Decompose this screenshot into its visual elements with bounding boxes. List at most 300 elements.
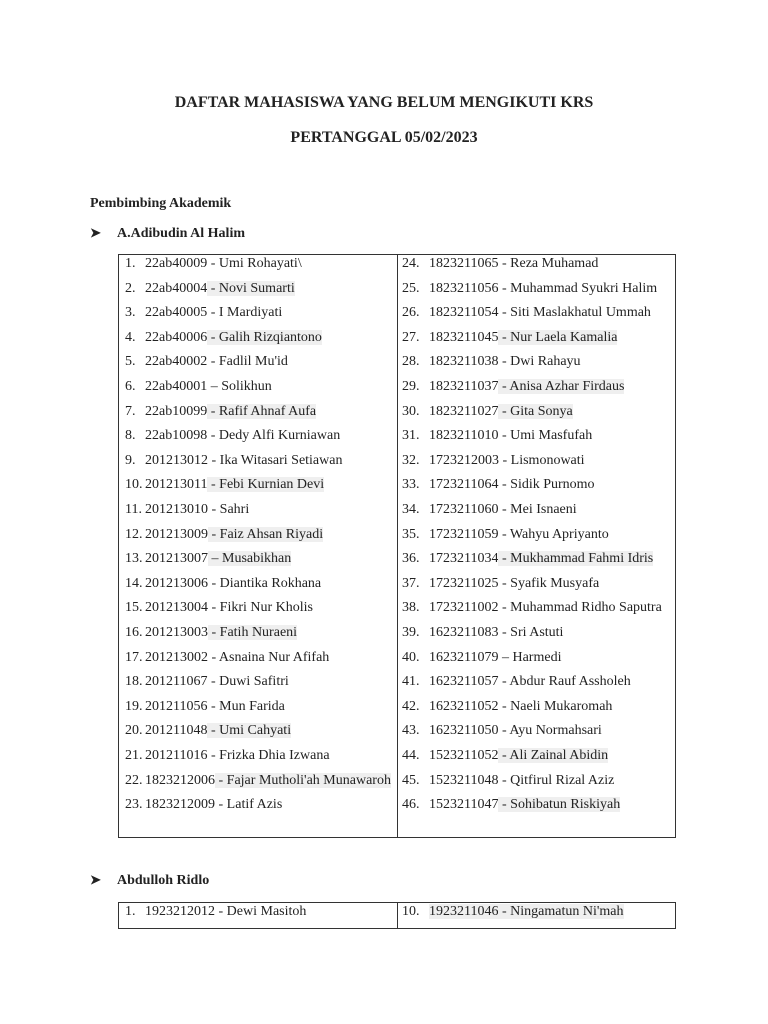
student-entry	[429, 253, 598, 275]
student-id: 22ab10099	[145, 403, 208, 419]
separator: -	[208, 452, 220, 468]
student-id: 201213006	[145, 575, 208, 591]
list-number: 6.	[125, 379, 136, 394]
separator: -	[207, 403, 219, 419]
separator: -	[498, 379, 510, 394]
student-name: Fajar Mutholi'ah Munawaroh	[226, 772, 391, 788]
separator: -	[207, 723, 220, 739]
student-name-group	[207, 379, 272, 394]
student-id: 1623211079	[429, 649, 499, 665]
separator: -	[498, 674, 510, 690]
separator: -	[498, 280, 511, 296]
list-number: 10.	[402, 904, 420, 919]
list-number: 5.	[125, 354, 136, 370]
student-id: 201211067	[145, 674, 208, 690]
student-name: Naeli Mukaromah	[510, 698, 613, 714]
advisor-name: A.Adibudin Al Halim	[117, 226, 245, 241]
student-id: 1823211056	[429, 280, 499, 296]
student-id: 201211048	[145, 723, 208, 739]
student-name: Mukhammad Fahmi Idris	[510, 551, 654, 567]
student-id: 1623211083	[429, 625, 499, 640]
separator: -	[498, 772, 511, 788]
student-column-right	[398, 255, 675, 837]
student-entry	[145, 401, 316, 423]
student-entry	[145, 351, 288, 373]
student-name-group	[215, 797, 282, 812]
list-number: 15.	[125, 600, 143, 616]
student-id: 201211056	[145, 698, 208, 714]
student-id: 22ab10098	[145, 428, 208, 444]
student-id: 1723211025	[429, 575, 499, 591]
student-id: 201213007	[145, 551, 208, 567]
list-number: 11.	[125, 502, 142, 517]
student-id: 1723211034	[429, 551, 499, 567]
separator: -	[499, 452, 511, 468]
student-name: Gita Sonya	[510, 403, 573, 419]
student-name: Sidik Purnomo	[510, 477, 595, 493]
student-name-group	[498, 625, 563, 640]
separator: -	[208, 625, 220, 640]
arrow-bullet-icon: ➤	[90, 872, 101, 887]
student-id: 1823211037	[429, 379, 499, 394]
separator: -	[498, 600, 511, 616]
student-name-group	[208, 576, 321, 591]
list-number: 25.	[402, 280, 420, 296]
separator: -	[207, 428, 219, 444]
list-number: 30.	[402, 403, 420, 419]
student-id: 1523211047	[429, 797, 499, 813]
student-name-group	[498, 428, 592, 443]
separator: –	[207, 379, 222, 394]
student-name-group	[207, 428, 340, 443]
student-name: Ika Witasari Setiawan	[219, 452, 343, 468]
separator: -	[208, 502, 220, 517]
student-id: 1823211065	[429, 256, 499, 271]
student-name-group	[498, 502, 576, 517]
student-id: 1923212012	[145, 904, 215, 919]
student-entry	[145, 327, 322, 349]
student-entry	[429, 425, 592, 447]
student-id: 1823211027	[429, 403, 499, 419]
student-name-group	[208, 527, 323, 542]
student-entry	[145, 647, 329, 669]
student-name-group	[208, 453, 342, 468]
student-name-group	[208, 502, 249, 517]
list-number: 24.	[402, 256, 420, 271]
student-name-group	[498, 600, 661, 615]
list-number: 12.	[125, 526, 143, 542]
list-number: 1.	[125, 256, 136, 271]
student-name-group	[498, 723, 601, 738]
student-name-group	[215, 904, 306, 919]
student-name-group	[498, 281, 657, 296]
list-number: 18.	[125, 674, 143, 690]
separator: -	[498, 575, 511, 591]
student-name-group	[207, 256, 302, 271]
separator: –	[498, 649, 513, 665]
list-number: 14.	[125, 575, 143, 591]
separator: -	[498, 551, 511, 567]
separator: -	[215, 797, 227, 813]
separator: -	[208, 649, 219, 665]
student-name-group	[498, 650, 561, 665]
student-name-group	[207, 477, 324, 492]
separator: -	[498, 477, 511, 493]
list-number: 3.	[125, 305, 136, 321]
student-name: Ayu Normahsari	[509, 723, 602, 739]
student-entry	[429, 524, 609, 546]
student-name-group	[207, 404, 316, 419]
student-entry	[429, 622, 563, 644]
student-entry	[429, 450, 585, 472]
student-name: I Mardiyati	[218, 305, 283, 321]
separator: -	[498, 256, 511, 271]
student-id: 1823211010	[429, 428, 499, 444]
student-name-group	[498, 305, 650, 320]
student-id: 201213010	[145, 502, 208, 517]
student-name-group	[207, 281, 295, 296]
separator: -	[498, 723, 510, 739]
student-entry	[145, 745, 330, 767]
list-number: 2.	[125, 280, 136, 296]
student-name: Latif Azis	[226, 797, 283, 813]
student-name: Musabikhan	[222, 551, 292, 567]
student-entry	[145, 696, 285, 718]
student-entry	[145, 253, 302, 275]
student-entry	[429, 671, 631, 693]
student-name: Harmedi	[512, 649, 562, 665]
student-name: Faiz Ahsan Riyadi	[219, 526, 324, 542]
list-number: 16.	[125, 625, 143, 640]
list-number: 1.	[125, 904, 136, 919]
separator: -	[498, 904, 511, 919]
student-id: 201213011	[145, 477, 208, 493]
student-name-group	[215, 773, 391, 788]
separator: -	[215, 904, 227, 919]
student-name-group	[498, 773, 614, 788]
student-id: 201213012	[145, 452, 208, 468]
student-entry	[145, 425, 340, 447]
student-id: 1723211059	[429, 526, 499, 542]
student-name-group	[207, 748, 329, 763]
student-id: 22ab40002	[145, 354, 208, 370]
student-entry	[429, 474, 595, 496]
student-entry	[145, 901, 306, 923]
student-name: Dedy Alfi Kurniawan	[218, 428, 341, 444]
separator: -	[498, 329, 511, 345]
student-entry	[429, 401, 573, 423]
student-entry	[145, 499, 249, 521]
student-name-group	[498, 674, 630, 689]
list-number: 32.	[402, 452, 420, 468]
section-label: Pembimbing Akademik	[90, 196, 232, 211]
student-name-group	[498, 330, 617, 345]
student-id: 201213003	[145, 625, 208, 640]
student-name: Frizka Dhia Izwana	[219, 748, 330, 763]
student-name: Febi Kurnian Devi	[219, 477, 325, 493]
student-entry	[145, 671, 289, 693]
student-id: 22ab40005	[145, 305, 208, 321]
advisor-heading	[90, 872, 209, 889]
student-name: Fatih Nuraeni	[219, 625, 298, 640]
student-name: Abdur Rauf Assholeh	[509, 674, 631, 690]
student-entry	[145, 376, 272, 398]
student-id: 1823212006	[145, 772, 215, 788]
list-number: 8.	[125, 428, 136, 444]
student-name-group	[498, 551, 653, 566]
student-entry	[429, 278, 657, 300]
student-name: Muhammad Ridho Saputra	[510, 600, 662, 616]
separator: -	[498, 502, 511, 517]
student-id: 1823211045	[429, 329, 499, 345]
student-entry	[145, 524, 323, 546]
student-entry	[145, 794, 282, 816]
student-name-group	[208, 650, 329, 665]
student-name: Lismonowati	[510, 452, 585, 468]
student-entry	[429, 745, 608, 767]
advisor-heading	[90, 225, 245, 242]
student-id: 1723212003	[429, 452, 499, 468]
student-name-group	[499, 453, 585, 468]
student-entry	[429, 647, 561, 669]
list-number: 33.	[402, 477, 420, 493]
list-number: 26.	[402, 305, 420, 321]
student-name: Umi Rohayati\	[218, 256, 302, 271]
student-entry	[429, 351, 581, 373]
student-entry	[429, 901, 624, 923]
list-number: 38.	[402, 600, 420, 616]
student-name: Siti Maslakhatul Ummah	[510, 305, 651, 321]
separator: -	[498, 526, 510, 542]
student-name: Fadlil Mu'id	[218, 354, 288, 370]
student-name: Solikhun	[221, 379, 272, 394]
student-entry	[429, 548, 653, 570]
student-name-group	[207, 699, 284, 714]
student-entry	[145, 278, 295, 300]
student-name-group	[498, 354, 580, 369]
list-number: 39.	[402, 625, 420, 640]
student-name-group	[498, 404, 572, 419]
student-name: Diantika Rokhana	[219, 575, 322, 591]
student-id: 201211016	[145, 748, 208, 763]
student-column-right	[398, 903, 675, 928]
student-entry	[145, 622, 297, 644]
list-number: 40.	[402, 649, 420, 665]
list-number: 7.	[125, 403, 136, 419]
list-number: 42.	[402, 698, 420, 714]
separator: –	[208, 551, 222, 567]
list-number: 46.	[402, 797, 420, 813]
separator: -	[498, 797, 511, 813]
separator: -	[498, 625, 511, 640]
student-name: Fikri Nur Kholis	[219, 600, 314, 616]
separator: -	[207, 280, 219, 296]
student-entry	[145, 770, 391, 792]
student-id: 1823211038	[429, 354, 499, 370]
student-name-group	[498, 477, 594, 492]
list-number: 21.	[125, 748, 143, 763]
student-name-group	[208, 551, 291, 566]
student-name-group	[207, 354, 288, 369]
advisor-name: Abdulloh Ridlo	[117, 873, 210, 888]
separator: -	[207, 256, 219, 271]
list-number: 35.	[402, 526, 420, 542]
student-entry	[429, 720, 602, 742]
student-name: Syafik Musyafa	[510, 575, 600, 591]
list-number: 23.	[125, 797, 143, 813]
student-name: Ali Zainal Abidin	[509, 748, 609, 763]
list-number: 10.	[125, 477, 143, 493]
student-entry	[145, 302, 282, 324]
list-number: 29.	[402, 379, 420, 394]
student-name: Duwi Safitri	[219, 674, 289, 690]
separator: -	[498, 428, 511, 444]
student-name-group	[498, 576, 599, 591]
student-name-group	[498, 904, 623, 919]
student-name: Novi Sumarti	[218, 280, 295, 296]
student-name: Galih Rizqiantono	[218, 329, 322, 345]
student-name: Sahri	[219, 502, 250, 517]
student-entry	[145, 573, 321, 595]
list-number: 22.	[125, 772, 143, 788]
student-id: 22ab40001	[145, 379, 208, 394]
student-name: Sri Astuti	[510, 625, 564, 640]
student-entry	[429, 376, 624, 398]
student-id: 1723211060	[429, 502, 499, 517]
list-number: 27.	[402, 329, 420, 345]
student-id: 1523211052	[429, 748, 499, 763]
student-id: 1923211046	[429, 904, 499, 919]
list-number: 13.	[125, 551, 143, 567]
student-id: 201213004	[145, 600, 208, 616]
student-name-group	[498, 748, 608, 763]
student-name: Anisa Azhar Firdaus	[509, 379, 625, 394]
list-number: 4.	[125, 329, 136, 345]
student-name: Dwi Rahayu	[510, 354, 581, 370]
student-entry	[429, 770, 614, 792]
arrow-bullet-icon: ➤	[90, 225, 101, 240]
separator: -	[207, 305, 219, 321]
student-id: 1623211050	[429, 723, 499, 739]
student-name: Sohibatun Riskiyah	[510, 797, 621, 813]
student-name-group	[207, 305, 282, 320]
student-name-group	[498, 256, 598, 271]
student-entry	[429, 696, 612, 718]
student-name-group	[207, 330, 322, 345]
student-name: Muhammad Syukri Halim	[510, 280, 658, 296]
student-name-group	[208, 625, 297, 640]
separator: -	[498, 748, 510, 763]
list-number: 17.	[125, 649, 143, 665]
separator: -	[208, 575, 220, 591]
student-name: Ningamatun Ni'mah	[510, 904, 624, 919]
student-entry	[429, 499, 577, 521]
student-entry	[429, 573, 599, 595]
separator: -	[498, 403, 511, 419]
student-entry	[145, 548, 291, 570]
student-name-group	[498, 379, 624, 394]
student-name: Dewi Masitoh	[226, 904, 307, 919]
student-id: 22ab40004	[145, 280, 208, 296]
student-id: 1723211002	[429, 600, 499, 616]
separator: -	[498, 698, 511, 714]
student-name-group	[207, 674, 288, 689]
student-name: Umi Cahyati	[219, 723, 292, 739]
separator: -	[208, 600, 220, 616]
student-id: 1523211048	[429, 772, 499, 788]
document-subtitle-date: PERTANGGAL 05/02/2023	[290, 129, 478, 146]
list-number: 19.	[125, 698, 143, 714]
document-title: DAFTAR MAHASISWA YANG BELUM MENGIKUTI KRS	[174, 94, 594, 111]
student-entry	[145, 597, 313, 619]
student-id: 1623211057	[429, 674, 499, 690]
list-number: 20.	[125, 723, 143, 739]
student-name-group	[207, 723, 291, 738]
separator: -	[207, 477, 220, 493]
student-entry	[145, 720, 291, 742]
separator: -	[207, 748, 220, 763]
list-number: 41.	[402, 674, 420, 690]
student-name: Wahyu Apriyanto	[509, 526, 609, 542]
student-name: Asnaina Nur Afifah	[218, 649, 330, 665]
list-number: 44.	[402, 748, 420, 763]
separator: -	[215, 772, 227, 788]
student-name-group	[498, 699, 612, 714]
student-entry	[429, 302, 651, 324]
list-number: 43.	[402, 723, 420, 739]
student-name: Rafif Ahnaf Aufa	[218, 403, 317, 419]
student-name-group	[498, 797, 620, 812]
student-id: 1623211052	[429, 698, 499, 714]
separator: -	[207, 354, 219, 370]
list-number: 37.	[402, 575, 420, 591]
list-number: 45.	[402, 772, 420, 788]
list-number: 31.	[402, 428, 420, 444]
student-entry	[429, 327, 617, 349]
separator: -	[207, 329, 219, 345]
list-number: 9.	[125, 452, 136, 468]
student-id: 1823212009	[145, 797, 215, 813]
student-entry	[145, 474, 324, 496]
list-number: 28.	[402, 354, 420, 370]
student-column-left	[119, 255, 398, 837]
list-number: 34.	[402, 502, 420, 517]
student-name: Mun Farida	[219, 698, 285, 714]
student-name: Nur Laela Kamalia	[510, 329, 618, 345]
student-name-group	[498, 527, 608, 542]
student-entry	[145, 450, 342, 472]
list-number: 36.	[402, 551, 420, 567]
student-name: Mei Isnaeni	[510, 502, 577, 517]
student-name: Qitfirul Rizal Aziz	[510, 772, 615, 788]
student-table	[118, 254, 676, 838]
separator: -	[207, 674, 220, 690]
student-column-left	[119, 903, 398, 928]
separator: -	[207, 698, 220, 714]
student-id: 22ab40006	[145, 329, 208, 345]
student-name-group	[208, 600, 313, 615]
student-name: Umi Masfufah	[510, 428, 593, 444]
student-name: Reza Muhamad	[510, 256, 599, 271]
separator: -	[498, 305, 511, 321]
student-id: 1823211054	[429, 305, 499, 321]
student-entry	[429, 597, 662, 619]
student-id: 201213002	[145, 649, 208, 665]
student-id: 22ab40009	[145, 256, 208, 271]
student-entry	[429, 794, 620, 816]
separator: -	[498, 354, 511, 370]
student-id: 201213009	[145, 526, 208, 542]
